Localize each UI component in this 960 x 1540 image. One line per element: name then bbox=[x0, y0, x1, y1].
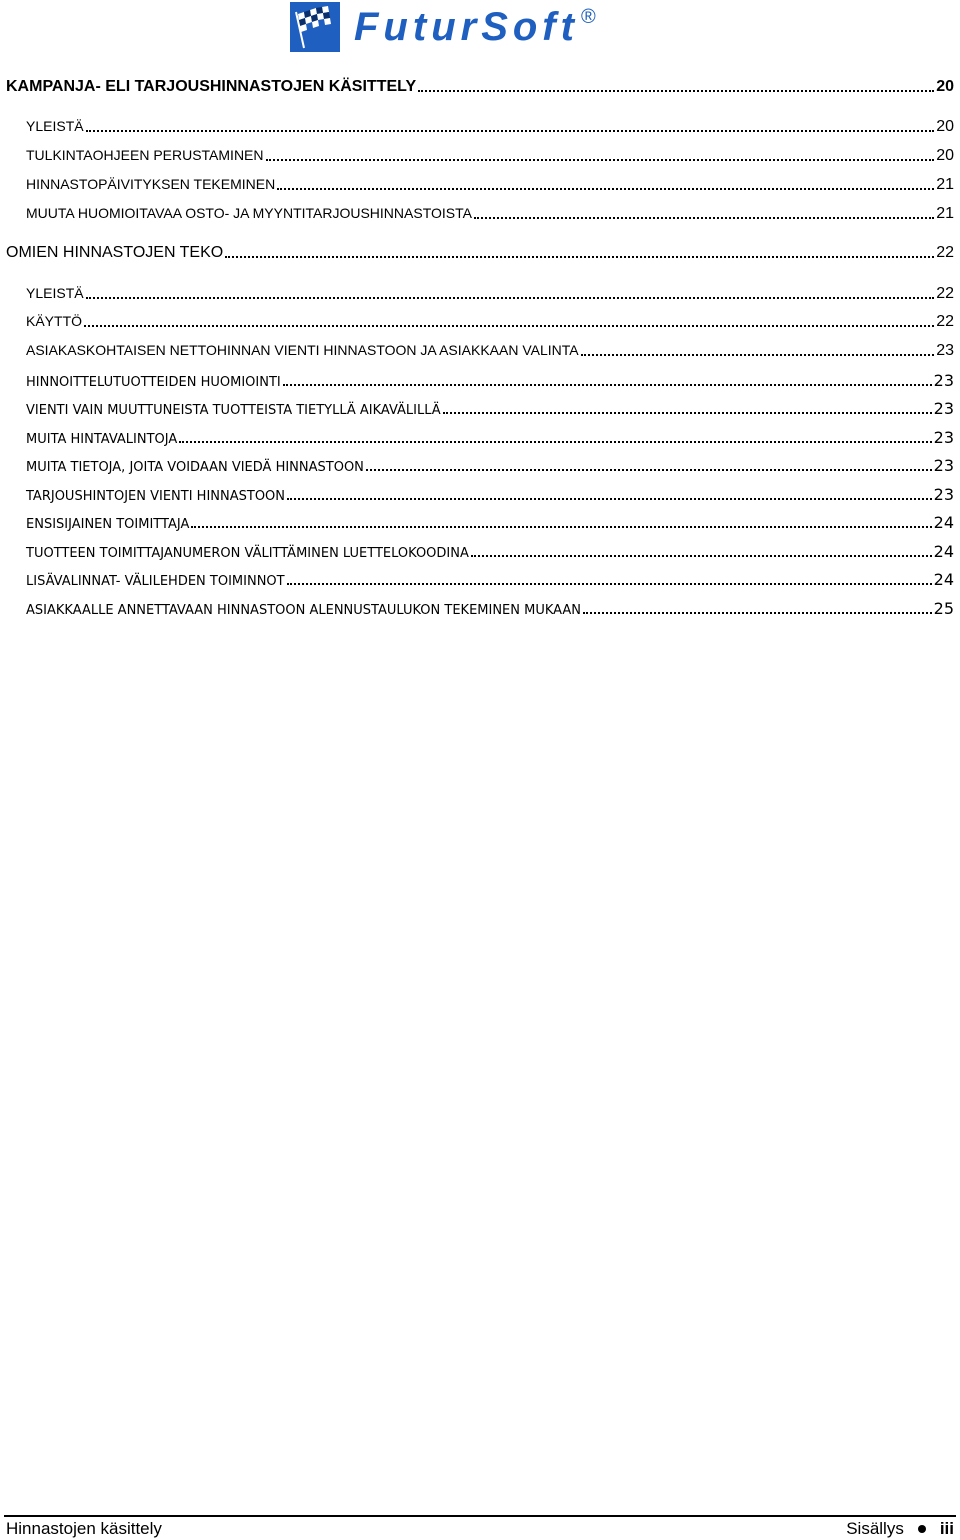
footer-divider bbox=[4, 1515, 956, 1517]
toc-entry[interactable] bbox=[0, 205, 954, 223]
toc-entry[interactable] bbox=[0, 456, 954, 475]
toc-entry-title: MUITA TIETOJA, JOITA VOIDAAN VIEDÄ HINNASTOON bbox=[26, 460, 364, 475]
toc-entry-title: TULKINTAOHJEEN PERUSTAMINEN bbox=[26, 147, 264, 163]
toc-entry-title: ENSISIJAINEN TOIMITTAJA bbox=[26, 517, 190, 532]
toc-entry-page: 21 bbox=[936, 176, 954, 193]
toc-leader-dots bbox=[86, 129, 935, 132]
toc-entry-page: 23 bbox=[933, 371, 954, 390]
toc-leader-dots bbox=[225, 255, 934, 258]
toc-leader-dots bbox=[583, 611, 932, 614]
toc-leader-dots bbox=[287, 497, 932, 500]
toc-entry[interactable] bbox=[0, 371, 954, 390]
toc-entry-title: TUOTTEEN TOIMITTAJANUMERON VÄLITTÄMINEN LUETTELOKOODINA bbox=[26, 546, 469, 561]
toc-leader-dots bbox=[283, 383, 932, 386]
toc-entry[interactable] bbox=[0, 147, 954, 165]
toc-entry[interactable] bbox=[0, 513, 954, 532]
bullet-icon bbox=[918, 1525, 926, 1533]
toc-entry-page: 23 bbox=[933, 428, 954, 447]
toc-entry-title: YLEISTÄ bbox=[26, 118, 84, 134]
toc-entry[interactable] bbox=[0, 342, 954, 360]
toc-entry-page: 25 bbox=[933, 599, 954, 618]
toc-entry-page: 24 bbox=[933, 570, 954, 589]
toc-entry-page: 23 bbox=[933, 456, 954, 475]
toc-entry[interactable] bbox=[0, 599, 954, 618]
toc-entry-title: ASIAKKAALLE ANNETTAVAAN HINNASTOON ALENNUSTAULUKON TEKEMINEN MUKAAN bbox=[26, 603, 582, 618]
toc-entry-page: 22 bbox=[936, 244, 954, 261]
toc-entry-page: 24 bbox=[933, 513, 954, 532]
toc-leader-dots bbox=[84, 324, 934, 327]
toc-entry-title: HINNASTOPÄIVITYKSEN TEKEMINEN bbox=[26, 176, 276, 192]
toc-entry-title: OMIEN HINNASTOJEN TEKO bbox=[6, 244, 224, 261]
toc-leader-dots bbox=[191, 525, 931, 528]
toc-entry[interactable] bbox=[0, 244, 954, 262]
toc-leader-dots bbox=[266, 158, 935, 161]
toc-entry-title: LISÄVALINNAT- VÄLILEHDEN TOIMINNOT bbox=[26, 574, 285, 589]
toc-entry[interactable] bbox=[0, 118, 954, 136]
toc-leader-dots bbox=[86, 296, 935, 299]
checkered-flag-icon bbox=[290, 2, 340, 52]
toc-leader-dots bbox=[366, 468, 932, 471]
toc-leader-dots bbox=[287, 582, 932, 585]
toc-entry-title: YLEISTÄ bbox=[26, 285, 84, 301]
toc-entry-title: KÄYTTÖ bbox=[26, 313, 83, 329]
footer-page-number: iii bbox=[939, 1519, 954, 1538]
toc-entry-page: 21 bbox=[936, 205, 954, 222]
toc-entry-page: 23 bbox=[933, 485, 954, 504]
toc-leader-dots bbox=[471, 554, 932, 557]
futursoft-logo bbox=[290, 2, 596, 52]
footer-section-info bbox=[846, 1519, 954, 1539]
toc-entry[interactable] bbox=[0, 542, 954, 561]
toc-entry-page: 23 bbox=[936, 342, 954, 359]
toc-entry[interactable] bbox=[0, 285, 954, 303]
toc-entry[interactable] bbox=[0, 78, 954, 96]
page-footer bbox=[6, 1519, 954, 1539]
toc-entry[interactable] bbox=[0, 570, 954, 589]
toc-entry[interactable] bbox=[0, 399, 954, 418]
toc-entry-page: 20 bbox=[936, 118, 954, 135]
toc-entry[interactable] bbox=[0, 313, 954, 331]
toc-entry-page: 22 bbox=[936, 285, 954, 302]
footer-document-title: Hinnastojen käsittely bbox=[6, 1519, 162, 1538]
toc-entry[interactable] bbox=[0, 485, 954, 504]
footer-section-name: Sisällys bbox=[846, 1519, 904, 1538]
toc-leader-dots bbox=[443, 411, 932, 414]
toc-leader-dots bbox=[581, 353, 935, 356]
registered-mark: ® bbox=[580, 6, 596, 28]
toc-leader-dots bbox=[277, 187, 934, 190]
toc-entry-page: 24 bbox=[933, 542, 954, 561]
toc-leader-dots bbox=[418, 89, 934, 92]
toc-leader-dots bbox=[474, 216, 934, 219]
toc-entry-page: 23 bbox=[933, 399, 954, 418]
toc-entry-title: MUITA HINTAVALINTOJA bbox=[26, 432, 178, 447]
toc-entry-title: HINNOITTELUTUOTTEIDEN HUOMIOINTI bbox=[26, 375, 281, 390]
toc-entry-title: ASIAKASKOHTAISEN NETTOHINNAN VIENTI HINNASTOON JA ASIAKKAAN VALINTA bbox=[26, 342, 579, 358]
logo-wordmark: FuturSoft bbox=[354, 5, 579, 49]
toc-entry[interactable] bbox=[0, 176, 954, 194]
toc-entry-page: 20 bbox=[936, 147, 954, 164]
toc-entry-title: KAMPANJA- ELI TARJOUSHINNASTOJEN KÄSITTELY bbox=[6, 78, 417, 95]
toc-entry-title: TARJOUSHINTOJEN VIENTI HINNASTOON bbox=[26, 489, 286, 504]
toc-entry[interactable] bbox=[0, 428, 954, 447]
toc-entry-title: MUUTA HUOMIOITAVAA OSTO- JA MYYNTITARJOUSHINNASTOISTA bbox=[26, 205, 472, 221]
toc-entry-page: 22 bbox=[936, 313, 954, 330]
toc-entry-title: VIENTI VAIN MUUTTUNEISTA TUOTTEISTA TIETYLLÄ AIKAVÄLILLÄ bbox=[26, 403, 441, 418]
toc-leader-dots bbox=[179, 440, 931, 443]
toc-entry-page: 20 bbox=[936, 78, 954, 95]
